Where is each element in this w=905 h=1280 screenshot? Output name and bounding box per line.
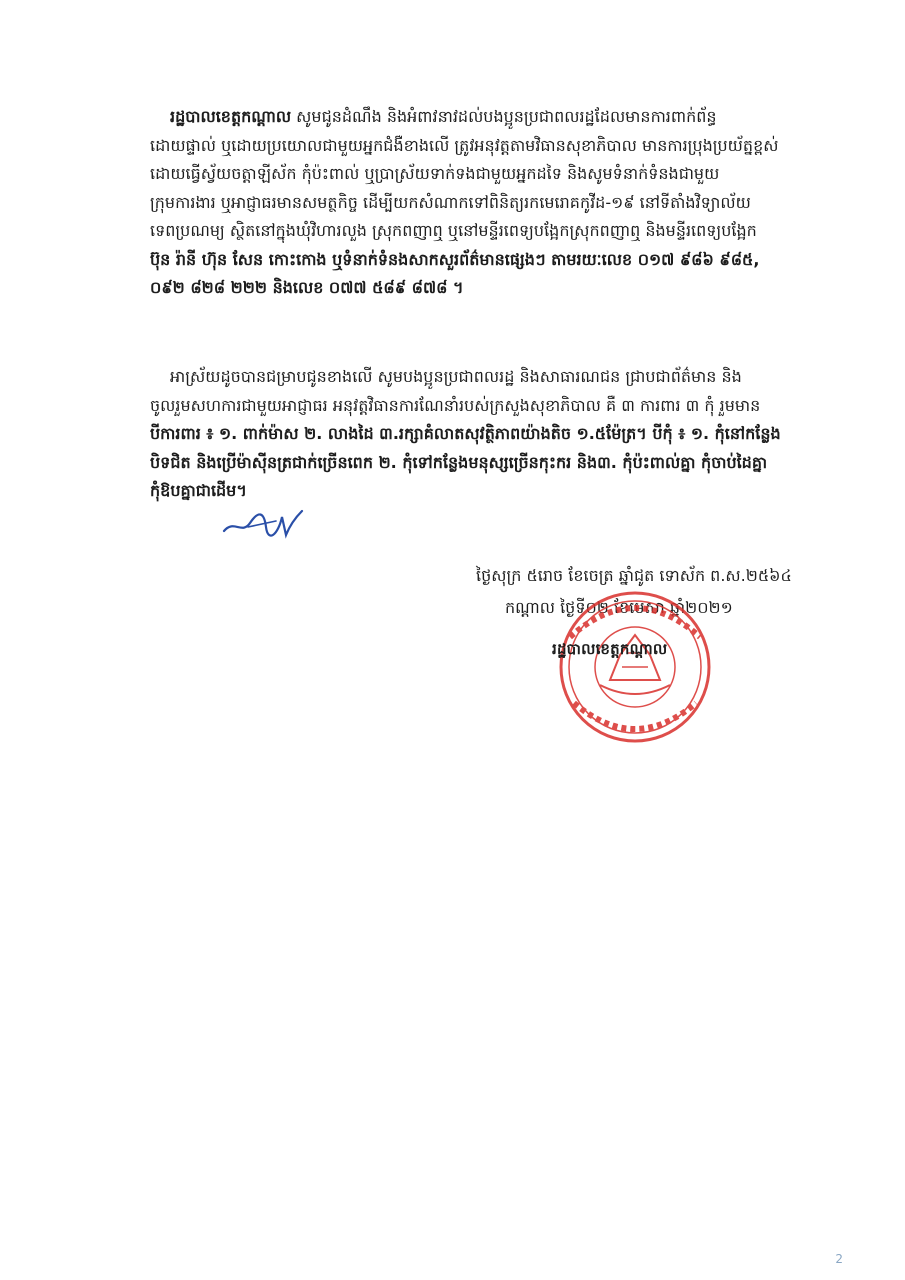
paragraph-line: ដោយធ្វើស្វ័យចត្តាឡីស័ក កុំប៉ះពាល់ ឬប្រាស្រ័យទាក់ទងជាមួយអ្នកដទៃ និងសូមទំនាក់ទំនងជាមួយ xyxy=(150,164,720,183)
initial-signature xyxy=(220,505,312,541)
notice-paragraph xyxy=(150,103,850,303)
paragraph-line: ប៊ុន រ៉ានី ហ៊ុន សែន កោះកោង ឬទំនាក់ទំនងសាកសួរព័ត៌មានផ្សេងៗ តាមរយៈលេខ ០១៧ ៩៨៦ ៩៨៥, xyxy=(150,249,760,269)
lunar-date: ថ្ងៃសុក្រ ៥រោច ខែចេត្រ ឆ្នាំជូត ទោស័ក ព.ស.២៥៦៤ xyxy=(476,566,792,585)
guidance-paragraph xyxy=(150,363,850,506)
paragraph-line: ក្រុមការងារ ឬអាជ្ញាធរមានសមត្ថកិច្ច ដើម្បីយកសំណាកទៅពិនិត្យរកមេរោគកូវីដ-១៩ នៅទីតាំងវិទ្យាល័យ xyxy=(150,192,751,212)
paragraph-line: អាស្រ័យដូចបានជម្រាបជូនខាងលើ សូមបងប្អូនប្រជាពលរដ្ឋ និងសាធារណជន ជ្រាបជាព័ត៌មាន និង xyxy=(170,367,742,386)
paragraph-line: រដ្ឋបាលខេត្តកណ្តាល សូមជូនដំណឹង និងអំពាវនាវដល់បងប្អូនប្រជាពលរដ្ឋដែលមានការពាក់ព័ន្ធ xyxy=(170,107,717,126)
paragraph-line: ចូលរួមសហការជាមួយអាជ្ញាធរ អនុវត្តវិធានការណែនាំរបស់ក្រសួងសុខាភិបាល គឺ ៣ ការពារ ៣ កុំ រួមមាន xyxy=(150,395,761,415)
paragraph-line: ដោយផ្ទាល់ ឬដោយប្រយោលជាមួយអ្នកជំងឺខាងលើ ត្រូវអនុវត្តតាមវិធានសុខាភិបាល មានការប្រុងប្រយ័ត្នខ្ពស់ xyxy=(150,135,779,155)
issuing-authority: រដ្ឋបាលខេត្តកណ្តាល xyxy=(170,107,292,126)
solar-date: កណ្តាល ថ្ងៃទី០២ ខែមេសា ឆ្នាំ២០២១ xyxy=(505,598,733,617)
paragraph-line: បិទជិត និងប្រើម៉ាស៊ីនត្រជាក់ច្រើនពេក ២. កុំទៅកន្លែងមនុស្សច្រើនកុះករ និង៣. កុំប៉ះពាល់គ្នា កុំចាប់ដៃគ្នា xyxy=(150,452,768,472)
paragraph-line: កុំឱបគ្នាជាដើម។ xyxy=(150,481,247,500)
signatory-title: រដ្ឋបាលខេត្តកណ្តាល xyxy=(552,640,668,658)
page-number: 2 xyxy=(835,1252,843,1266)
paragraph-line: បីការពារ ៖ ១. ពាក់ម៉ាស ២. លាងដៃ ៣.រក្សាគំលាតសុវត្ថិភាពយ៉ាងតិច ១.៥ម៉ែត្រ។ បីកុំ ៖ ១. កុំនៅកន្លែង xyxy=(150,424,781,443)
paragraph-line: ទេពប្រណម្យ ស្ថិតនៅក្នុងឃុំវិហារលួង ស្រុកពញាឮ ឬនៅមន្ទីរពេទ្យបង្អែកស្រុកពញាឮ និងមន្ទីរពេទ្យបង្អែក xyxy=(150,221,757,240)
paragraph-line: ០៩២ ៨២៨ ២២២ និងលេខ ០៧៧ ៥៨៩ ៨៧៨ ។ xyxy=(150,278,464,297)
